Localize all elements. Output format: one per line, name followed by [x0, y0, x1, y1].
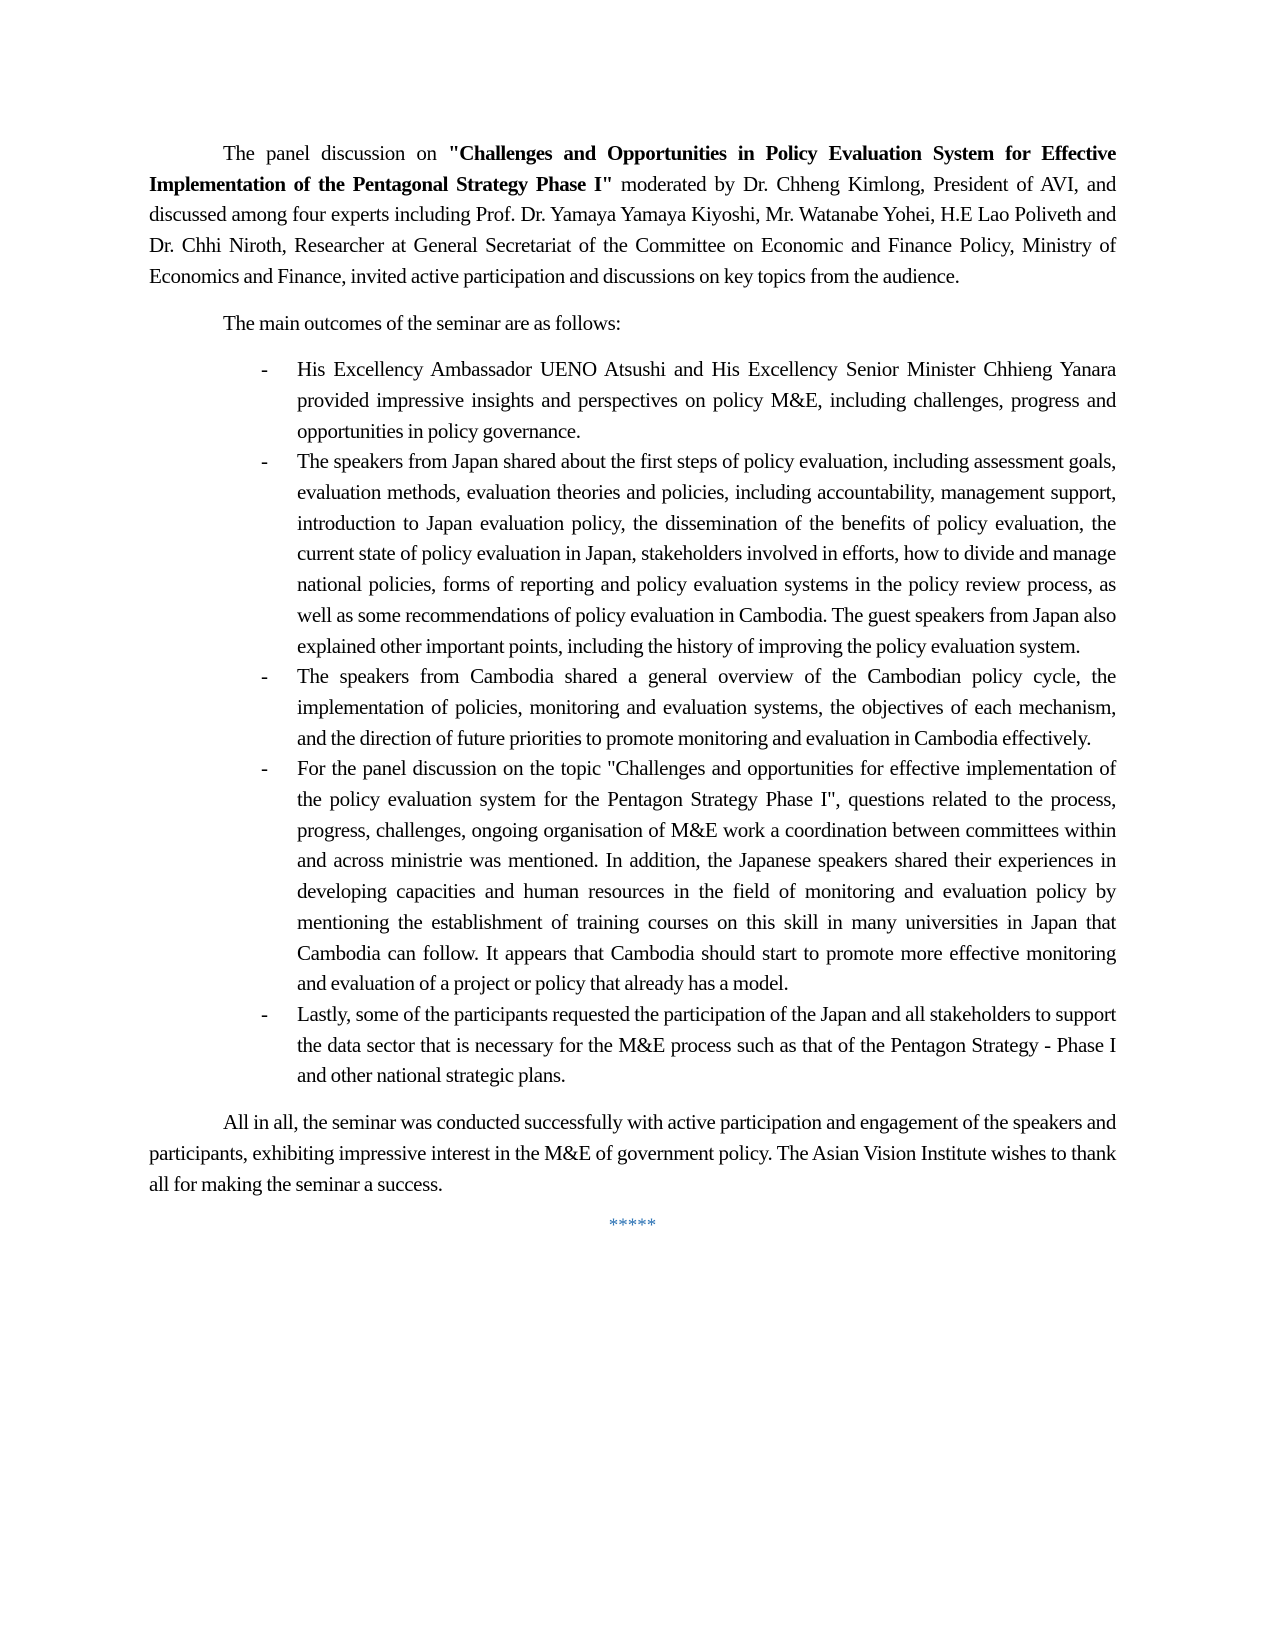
outcome-text: His Excellency Ambassador UENO Atsushi and His Excellency Senior Minister Chhieng Yanara provided impressive insights and perspectives on policy M&E, including challenges, progress and opportunities in policy governance. — [297, 357, 1116, 443]
outcome-text: The speakers from Japan shared about the first steps of policy evaluation, including assessment goals, evaluation methods, evaluation theories and policies, including accountability, management support, introduction to Japan evaluation policy, the dissemination of the benefits of policy evaluation, the current state of policy evaluation in Japan, stakeholders involved in efforts, how to divide and manage national policies, forms of reporting and policy evaluation systems in the policy review process, as well as some recommendations of policy evaluation in Cambodia. The guest speakers from Japan also explained other important points, including the history of improving the policy evaluation system. — [297, 449, 1116, 658]
outcome-item — [149, 753, 1116, 999]
intro-lead: The panel discussion on — [223, 141, 449, 165]
bullet-dash: - — [261, 449, 268, 474]
bullet-dash: - — [261, 756, 268, 781]
outcome-item — [149, 446, 1116, 661]
panel-title: "Challenges and Opportunities in Policy Evaluation System for Effective Implementation of the Pentagonal Strategy Phase I" — [149, 141, 1116, 196]
end-marker: ***** — [608, 1215, 657, 1237]
outcome-item — [149, 661, 1116, 753]
outcomes-list — [149, 354, 1116, 1091]
bullet-dash: - — [261, 1001, 268, 1026]
conclusion-paragraph: All in all, the seminar was conducted successfully with active participation and engagement of the speakers and participants, exhibiting impressive interest in the M&E of government policy. The Asian Vision Institute wishes to thank all for making the seminar a success. — [149, 1110, 1116, 1196]
outcome-item — [149, 354, 1116, 446]
outcome-text: Lastly, some of the participants requested the participation of the Japan and all stakeholders to support the data sector that is necessary for the M&E process such as that of the Pentagon Strategy - Phase I and other national strategic plans. — [297, 1001, 1116, 1088]
outcomes-heading: The main outcomes of the seminar are as follows: — [223, 310, 621, 335]
bullet-dash: - — [261, 664, 268, 689]
document-page — [149, 138, 1116, 1242]
bullet-dash: - — [261, 357, 268, 382]
outcome-text: The speakers from Cambodia shared a general overview of the Cambodian policy cycle, the implementation of policies, monitoring and evaluation systems, the objectives of each mechanism, and the direction of future priorities to promote monitoring and evaluation in Cambodia effectively. — [297, 664, 1116, 750]
intro-rest: moderated by Dr. Chheng Kimlong, President of AVI, and discussed among four experts including Prof. Dr. Yamaya Yamaya Kiyoshi, Mr. Watanabe Yohei, H.E Lao Poliveth and Dr. Chhi Niroth, Researcher at General Secretariat of the Committee on Economic and Finance Policy, Ministry of Economics and Finance, invited active participation and discussions on key topics from the audience. — [149, 171, 1116, 288]
outcome-item — [149, 999, 1116, 1091]
outcome-text: For the panel discussion on the topic "Challenges and opportunities for effective implementation of the policy evaluation system for the Pentagon Strategy Phase I", questions related to the process, progress, challenges, ongoing organisation of M&E work a coordination between committees within and across ministrie was mentioned. In addition, the Japanese speakers shared their experiences in developing capacities and human resources in the field of monitoring and evaluation policy by mentioning the establishment of training courses on this skill in many universities in Japan that Cambodia can follow. It appears that Cambodia should start to promote more effective monitoring and evaluation of a project or policy that already has a model. — [297, 756, 1116, 996]
intro-paragraph — [149, 138, 1116, 292]
